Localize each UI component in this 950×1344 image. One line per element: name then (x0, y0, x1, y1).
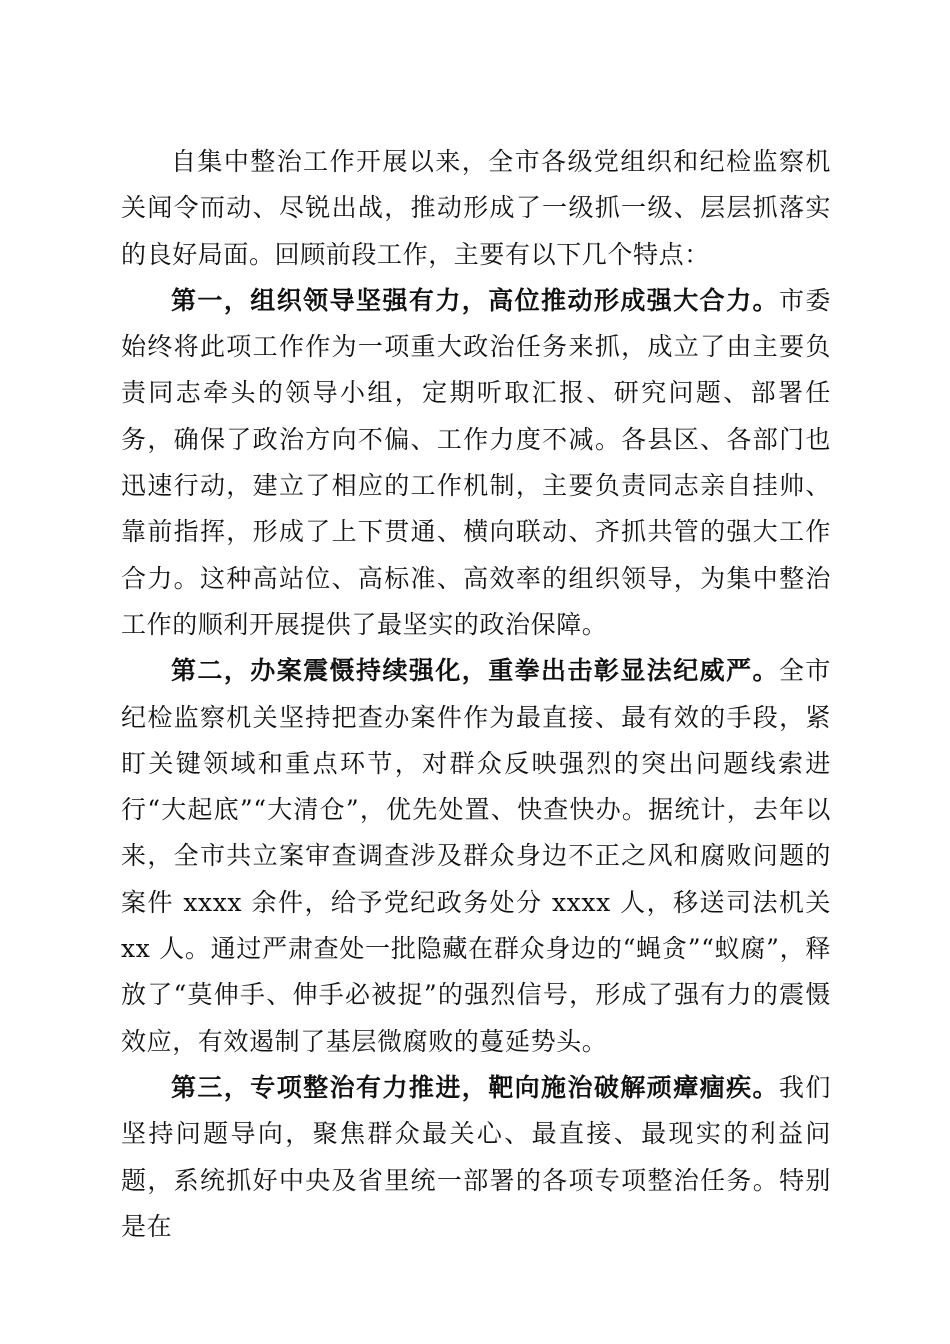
point-one-text: 市委始终将此项工作作为一项重大政治任务来抓，成立了由主要负责同志牵头的领导小组，定期听取汇报、研究问题、部署任务，确保了政治方向不偏、工作力度不减。各县区、各部门也迅速行动，建立了相应的工作机制，主要负责同志亲自挂帅、靠前指挥，形成了上下贯通、横向联动、齐抓共管的强大工作合力。这种高站位、高标准、高效率的组织领导，为集中整治工作的顺利开展提供了最坚实的政治保障。 (121, 285, 832, 639)
paragraph-point-one (121, 278, 831, 648)
point-two-heading: 第二，办案震慑持续强化，重拳出击彰显法纪威严。 (171, 656, 779, 686)
point-three-text: 我们坚持问题导向，聚焦群众最关心、最直接、最现实的利益问题，系统抓好中央及省里统一部署的各项专项整治任务。特别是在 (121, 1072, 832, 1241)
point-two-text: 全市纪检监察机关坚持把查办案件作为最直接、最有效的手段，紧盯关键领域和重点环节，对群众反映强烈的突出问题线索进行“大起底”“大清仓”，优先处置、快查快办。据统计，去年以来，全市共立案审查调查涉及群众身边不正之风和腐败问题的案件 xxxx 余件，给予党纪政务处分 xxxx 人，移送司法机关 xx 人。通过严肃查处一批隐藏在群众身边的“蝇贪”“蚁腐”，释放了“莫伸手、伸手必被捉”的强烈信号，形成了强有力的震慑效应，有效遏制了基层微腐败的蔓延势头。 (121, 656, 832, 1056)
point-three-heading: 第三，专项整治有力推进，靶向施治破解顽瘴痼疾。 (171, 1072, 779, 1102)
paragraph-point-two (121, 648, 831, 1065)
body-text (121, 139, 831, 1250)
paragraph-intro (121, 139, 831, 278)
paragraph-point-three (121, 1065, 831, 1250)
point-one-heading: 第一，组织领导坚强有力，高位推动形成强大合力。 (171, 285, 779, 315)
paragraph-intro-text: 自集中整治工作开展以来，全市各级党组织和纪检监察机关闻令而动、尽锐出战，推动形成了一级抓一级、层层抓落实的良好局面。回顾前段工作，主要有以下几个特点： (121, 147, 831, 269)
